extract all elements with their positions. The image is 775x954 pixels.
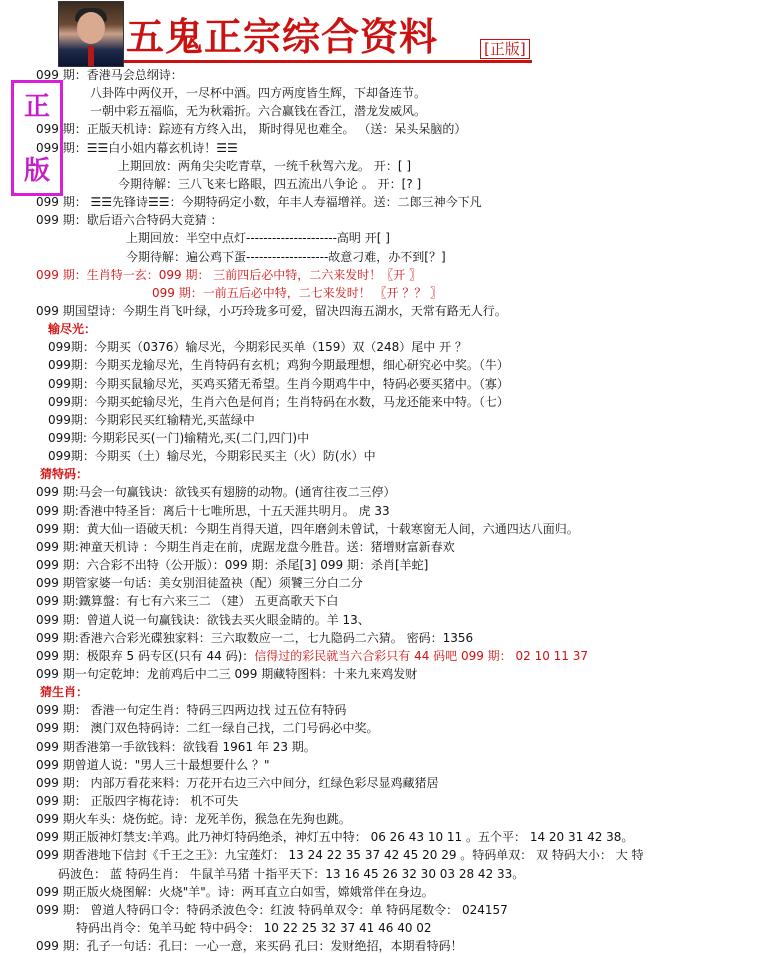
text-line	[118, 158, 411, 174]
text-line	[36, 648, 588, 664]
section-heading	[40, 466, 88, 482]
line-text: 上期回放：半空中点灯---------------------高明 开[ ]	[126, 231, 390, 245]
text-line	[48, 357, 509, 373]
line-text: 输尽光：	[48, 322, 97, 336]
text-line	[118, 176, 421, 192]
line-text: 099 期：孔子一句话：孔曰：一心一意，来买码 孔曰：发财绝招，本期看特码！	[36, 939, 463, 953]
line-text: 099 期正版神灯禁支:羊鸡。此乃神灯特码绝杀，神灯五中特： 06 26 43 10 11 。五个平： 14 20 31 42 38。	[36, 830, 634, 844]
line-text: 099 期香港地下信封《千王之王》：九宝莲灯： 13 24 22 35 37 42 45 20 29 。特码单双： 双 特码大小： 大 特	[36, 848, 644, 862]
text-line	[36, 666, 417, 682]
line-text: 099期：今期买鼠输尽光，买鸡买猪无希望。生肖今期鸡牛中，特码必要买猪中。（寡）	[48, 377, 509, 391]
line-text: 099期：今期买（0376）输尽光，今期彩民买单（159）双（248）尾中 开 ？	[48, 340, 467, 354]
text-line	[48, 448, 376, 464]
text-line	[36, 140, 238, 156]
text-line	[36, 847, 644, 863]
text-line	[36, 593, 338, 609]
page-header	[0, 0, 775, 66]
stamp-char-2: 版	[23, 156, 50, 186]
text-line	[48, 394, 509, 410]
line-text: 099 期： 香港一句定生肖：特码三四两边找 过五位有特码	[36, 703, 347, 717]
text-line	[48, 376, 509, 392]
text-line	[152, 285, 442, 301]
text-line	[36, 194, 482, 210]
page-title: 五鬼正宗综合资料	[126, 14, 439, 59]
text-line	[36, 484, 395, 500]
text-line	[36, 775, 439, 791]
title-underline	[124, 60, 532, 63]
line-text: 099 期管家婆一句话：美女别泪徒盈袂（配）须饕三分白二分	[36, 576, 363, 590]
line-text: 099期：今期买蛇输尽光，生肖六色是何肖；生肖特码在水数，马龙还能来中特。（七）	[48, 395, 509, 409]
line-text: 特码出肖令：兔羊马蛇 特中码令： 10 22 25 32 37 41 46 40 02	[76, 921, 432, 935]
line-text: 099 期： ☰☰先锋诗☰☰：今期特码定小数，年丰人寿福增祥。送：二郎三神今下凡	[36, 195, 482, 209]
text-line	[36, 884, 434, 900]
line-text: 099 期： 正版四字梅花诗： 机不可失	[36, 794, 239, 808]
text-line	[36, 539, 455, 555]
line-text: 099 期：黄大仙一语破天机：今期生肖得天道，四年磨剑未曾试，十载寒窗无人间，六通四达八面归。	[36, 522, 579, 536]
text-line	[58, 866, 524, 882]
edition-tag: [正版]	[480, 39, 530, 59]
text-line	[48, 412, 255, 428]
line-text: 一朝中彩五福临，无为秋霜折。六合赢钱在香江，潜龙发威风。	[90, 104, 427, 118]
text-line	[36, 121, 466, 137]
text-line	[36, 757, 270, 773]
text-line	[126, 230, 390, 246]
text-line	[36, 702, 346, 718]
line-text: 099 期：六合彩不出特（公开版）：099 期：杀尾[3] 099 期：杀肖[羊蛇]	[36, 558, 429, 572]
line-text: 099期：今期彩民买红输精光,买蓝绿中	[48, 413, 255, 427]
author-portrait-image	[58, 1, 124, 67]
text-line	[36, 575, 363, 591]
text-line	[90, 85, 426, 101]
line-text: 上期回放：两角尖尖吃青草，一统千秋驾六龙。 开：[ ]	[118, 159, 411, 173]
line-text: 099 期：歇后语六合特码大竞猜 ：	[36, 213, 223, 227]
line-text: 099 期:鐵算盤：有七有六来三二 （建） 五更高歌天下白	[36, 594, 339, 608]
line-text: 099期：今期买龙输尽光，生肖特码有玄机；鸡狗今期最理想，细心研究必中奖。（牛）	[48, 358, 509, 372]
line-text: 今期待解：遍公鸡下蛋-------------------故意刁难，办不到[？]	[126, 250, 446, 264]
line-text: 099 期国望诗：今期生肖飞叶绿，小巧玲珑多可爱，留决四海五湖水，天常有路无人行。	[36, 304, 507, 318]
line-text: 099 期： 内部万看花来料：万花开右边三六中间分，红绿色彩尽显鸡藏猪居	[36, 776, 439, 790]
authentic-stamp	[11, 80, 63, 196]
line-text: 099期: 今期彩民买(一门)输精光,买(二门,四门)中	[48, 431, 310, 445]
text-line	[36, 212, 223, 228]
section-heading	[48, 321, 96, 337]
text-line	[36, 557, 428, 573]
line-text: 099 期曾道人说："男人三十最想要什么 ？"	[36, 758, 270, 772]
line-text: 099 期：生肖特一玄：099 期： 三前四后必中特，二六来发时！〖开 〗	[36, 268, 422, 282]
line-text: 099 期：正版天机诗：踪迹有方终入出， 斯时得见也难全。 （送：呆头呆脑的）	[36, 122, 467, 136]
text-line	[36, 521, 579, 537]
text-line	[36, 902, 508, 918]
text-line	[36, 793, 238, 809]
line-text: 099 期：极限弃 5 码专区(只有 44 码)：	[36, 649, 255, 663]
text-line	[90, 103, 426, 119]
text-line	[36, 630, 473, 646]
line-text: 099 期：曾道人说一句赢钱诀：欲钱去买火眼金睛的。羊 13、	[36, 613, 370, 627]
line-text: 099 期： 曾道人特码口令：特码杀波色令：红波 特码单双令：单 特码尾数令： 024157	[36, 903, 508, 917]
stamp-char-1: 正	[23, 92, 50, 122]
line-text: 今期待解：三八飞来七路眼，四五流出八争论 。 开：[? ]	[118, 177, 422, 191]
text-line	[36, 811, 351, 827]
line-text: 099 期火车头：烧伤蛇。诗：龙死羊伤，猴急在先狗也跳。	[36, 812, 351, 826]
text-line	[36, 67, 183, 83]
text-line	[36, 938, 463, 954]
line-text: 099 期:香港中特圣旨：离后十七唯所思，十五天涯共明月。 虎 33	[36, 504, 390, 518]
line-text: 099 期一句定乾坤：龙前鸡后中二三 099 期藏特图料：十来九来鸡发财	[36, 667, 418, 681]
section-heading	[40, 684, 88, 700]
text-line	[36, 720, 379, 736]
text-line	[36, 503, 390, 519]
text-line	[36, 612, 370, 628]
line-text: 099 期:香港六合彩光碟独家料：三六取数应一二，七九隐码二六猜。 密码：1356	[36, 631, 474, 645]
text-line	[36, 303, 507, 319]
portrait-face	[77, 12, 105, 44]
text-line	[48, 430, 309, 446]
line-text: 099期：今期买（土）输尽光，今期彩民买主（火）防(水）中	[48, 449, 376, 463]
line-text: 猜特码：	[40, 467, 89, 481]
line-text: 099 期：一前五后必中特，二七来发时！ 〖开 ？？ 〗	[152, 286, 443, 300]
line-text: 099 期：☰☰白小姐内幕玄机诗！☰☰	[36, 141, 238, 155]
line-text: 猜生肖：	[40, 685, 89, 699]
line-text: 099 期:神童天机诗 ：今期生肖走在前，虎踞龙盘今胜昔。送：猪增财富新春欢	[36, 540, 455, 554]
text-line	[126, 249, 446, 265]
portrait-tie	[88, 46, 94, 66]
text-line	[36, 829, 633, 845]
line-text: 099 期：香港马会总纲诗：	[36, 68, 183, 82]
line-text: 099 期正版火烧图解：火烧"羊"。诗：两耳直立白如雪，嫦娥常伴在身边。	[36, 885, 434, 899]
line-text: 099 期:马会一句赢钱诀：欲钱买有翅膀的动物。(通宵往夜二三停）	[36, 485, 396, 499]
line-text: 八卦阵中两仪开，一尽杯中酒。四方两度皆生辉，下却备连节。	[90, 86, 427, 100]
line-highlight: 信得过的彩民就当六合彩只有 44 码吧 099 期： 02 10 11 37	[254, 649, 589, 663]
line-text: 099 期： 澳门双色特码诗：二红一绿自己找，二门号码必中奖。	[36, 721, 379, 735]
text-line	[36, 267, 421, 283]
line-text: 099 期香港第一手欲钱料：欲钱看 1961 年 23 期。	[36, 740, 316, 754]
text-line	[36, 739, 316, 755]
line-text: 码波色： 蓝 特码生肖： 牛鼠羊马猪 十指平天下：13 16 45 26 32 30 03 28 42 33。	[58, 867, 525, 881]
text-line	[48, 339, 467, 355]
